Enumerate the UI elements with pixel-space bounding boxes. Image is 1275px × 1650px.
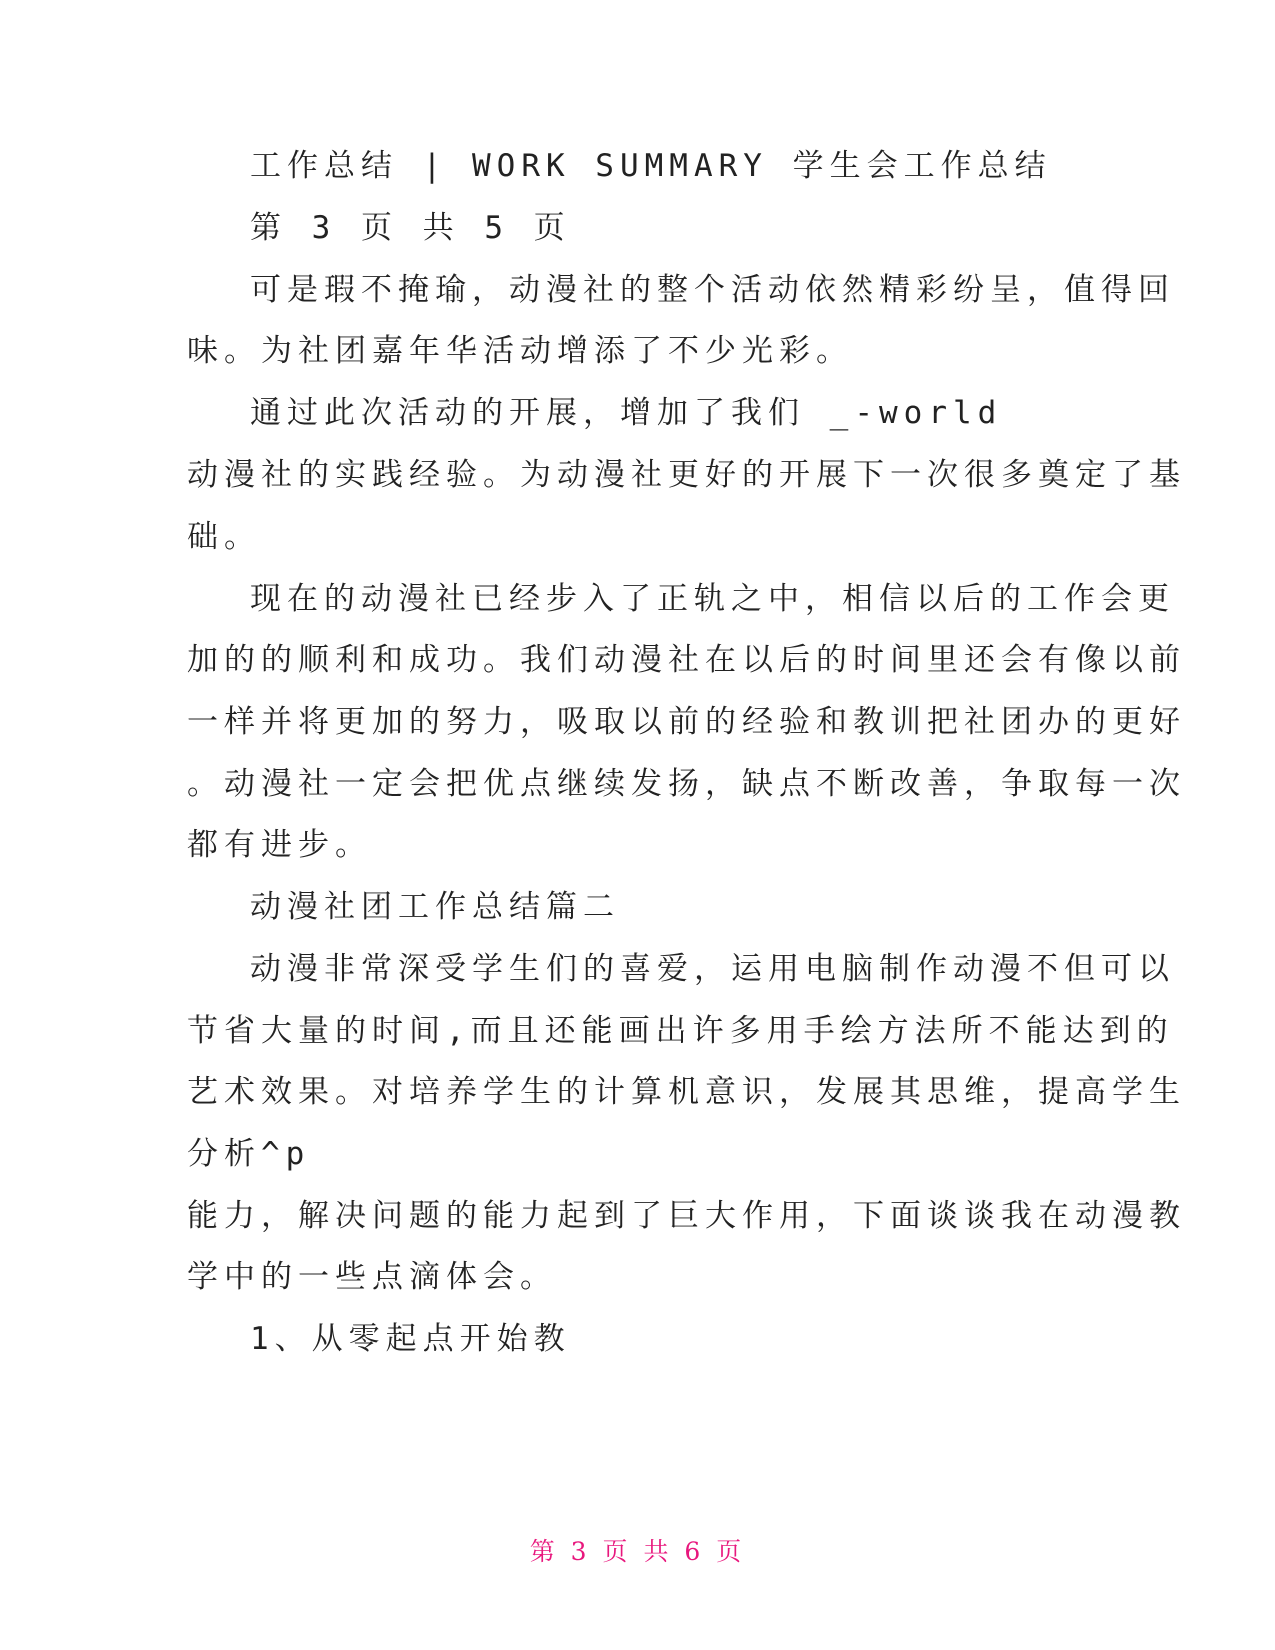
paragraph-line: 能力，解决问题的能力起到了巨大作用，下面谈谈我在动漫教: [187, 1198, 1186, 1234]
paragraph-line: 现在的动漫社已经步入了正轨之中，相信以后的工作会更: [250, 581, 1175, 617]
paragraph-line: 节省大量的时间,而且还能画出许多用手绘方法所不能达到的: [187, 1013, 1174, 1049]
paragraph-line: 分析^p: [187, 1136, 311, 1172]
list-item-heading: 1、从零起点开始教: [250, 1321, 571, 1357]
paragraph-line: 一样并将更加的努力，吸取以前的经验和教训把社团办的更好: [187, 704, 1186, 740]
paragraph-line: 础。: [187, 519, 261, 555]
paragraph-line: 都有进步。: [187, 827, 372, 863]
section-heading: 动漫社团工作总结篇二: [250, 889, 620, 925]
paragraph-line: 。动漫社一定会把优点继续发扬，缺点不断改善，争取每一次: [187, 766, 1186, 802]
paragraph-line: 艺术效果。对培养学生的计算机意识，发展其思维，提高学生: [187, 1074, 1186, 1110]
paragraph-line: 可是瑕不掩瑜，动漫社的整个活动依然精彩纷呈，值得回: [250, 272, 1175, 308]
paragraph-line: 加的的顺利和成功。我们动漫社在以后的时间里还会有像以前: [187, 642, 1186, 678]
paragraph-line: 通过此次活动的开展，增加了我们 _-world: [250, 395, 1003, 431]
paragraph-line: 动漫非常深受学生们的喜爱，运用电脑制作动漫不但可以: [250, 951, 1175, 987]
page-indicator: 第 3 页 共 5 页: [250, 210, 571, 246]
page-footer: 第 3 页 共 6 页: [529, 1537, 746, 1566]
paragraph-line: 味。为社团嘉年华活动增添了不少光彩。: [187, 333, 853, 369]
document-header: 工作总结 | WORK SUMMARY 学生会工作总结: [250, 148, 1052, 184]
paragraph-line: 动漫社的实践经验。为动漫社更好的开展下一次很多奠定了基: [187, 457, 1186, 493]
paragraph-line: 学中的一些点滴体会。: [187, 1259, 557, 1295]
